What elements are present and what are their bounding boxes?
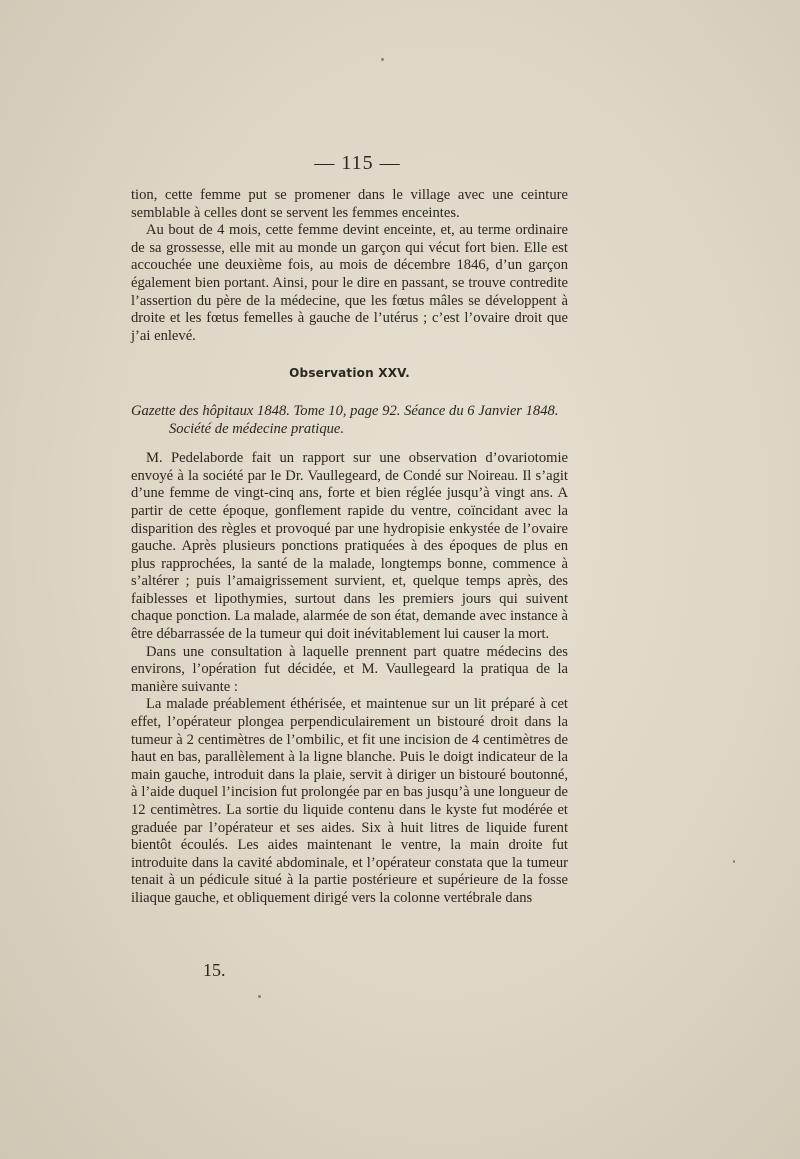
citation: Gazette des hôpitaux 1848. Tome 10, page 92. Séance du 6 Janvier 1848. Société de médecine pratique.	[131, 402, 559, 437]
paragraph-1: tion, cette femme put se promener dans le village avec une ceinture semblable à celles dont se servent les femmes enceintes.	[131, 187, 568, 221]
paragraph-5: La malade préablement éthérisée, et maintenue sur un lit préparé à cet effet, l’opérateur plongea perpendiculairement un bistouré droit dans la tumeur à 2 centimètres de l’ombilic, et fit une incision de 4 centimètres de haut en bas, parallèlement à la ligne blanche. Puis le doigt indicateur de la main gauche, introduit dans la plaie, servit à diriger un bistouré boutonné, à l’aide duquel l’incision fut prolongée par en bas jusqu’à une longueur de 12 centimètres. La sortie du liquide contenu dans le kyste fut modérée et graduée par l’opérateur et ses aides. Six à huit litres de liquide furent bientôt écoulés. Les aides maintenant le ventre, la main droite fut introduite dans la cavité abdominale, et l’opérateur constata que la tumeur tenait à un pédicule situé à la partie postérieure et supérieure de la fosse iliaque gauche, et obliquement dirigé vers la colonne vertébrale dans	[131, 696, 568, 906]
paper-speck	[733, 860, 735, 863]
paper-speck	[258, 995, 261, 998]
body-text	[131, 187, 568, 908]
paragraph-4: Dans une consultation à laquelle prennent part quatre médecins des environs, l’opération fut décidée, et M. Vaullegeard la pratiqua de la manière suivante :	[131, 643, 568, 695]
paper-speck	[381, 58, 384, 61]
paragraph-3: M. Pedelaborde fait un rapport sur une observation d’ovariotomie envoyé à la société par le Dr. Vaullegeard, de Condé sur Noireau. Il s’agit d’une femme de vingt-cinq ans, forte et bien réglée jusqu’à vingt ans. A partir de cette époque, gonflement rapide du ventre, coïncidant avec la disparition des règles et provoqué par une hydropisie enkystée de l’ovaire gauche. Après plusieurs ponctions pratiquées à des époques de plus en plus rapprochées, la santé de la malade, longtemps bonne, commence à s’altérer ; puis l’amaigrissement survient, et, quelque temps après, des faiblesses et lipothymies, surtout dans les premiers jours qui suivent chaque ponction. La malade, alarmée de son état, demande avec instance à être débarrassée de la tumeur qui doit inévitablement lui causer la mort.	[131, 450, 568, 643]
paragraph-2: Au bout de 4 mois, cette femme devint enceinte, et, au terme ordinaire de sa grossesse, elle mit au monde un garçon qui vécut fort bien. Elle est accouchée une deuxième fois, au mois de décembre 1846, d’un garçon également bien portant. Ainsi, pour le dire en passant, se trouve contredite l’assertion du père de la médecine, que les fœtus mâles se développent à droite et les fœtus femelles à gauche de l’utérus ; c’est l’ovaire droit que j’ai enlevé.	[131, 222, 568, 344]
signature-mark: 15.	[203, 960, 226, 980]
observation-heading: Observation XXV.	[289, 366, 410, 381]
page-number: — 115 —	[314, 152, 401, 174]
